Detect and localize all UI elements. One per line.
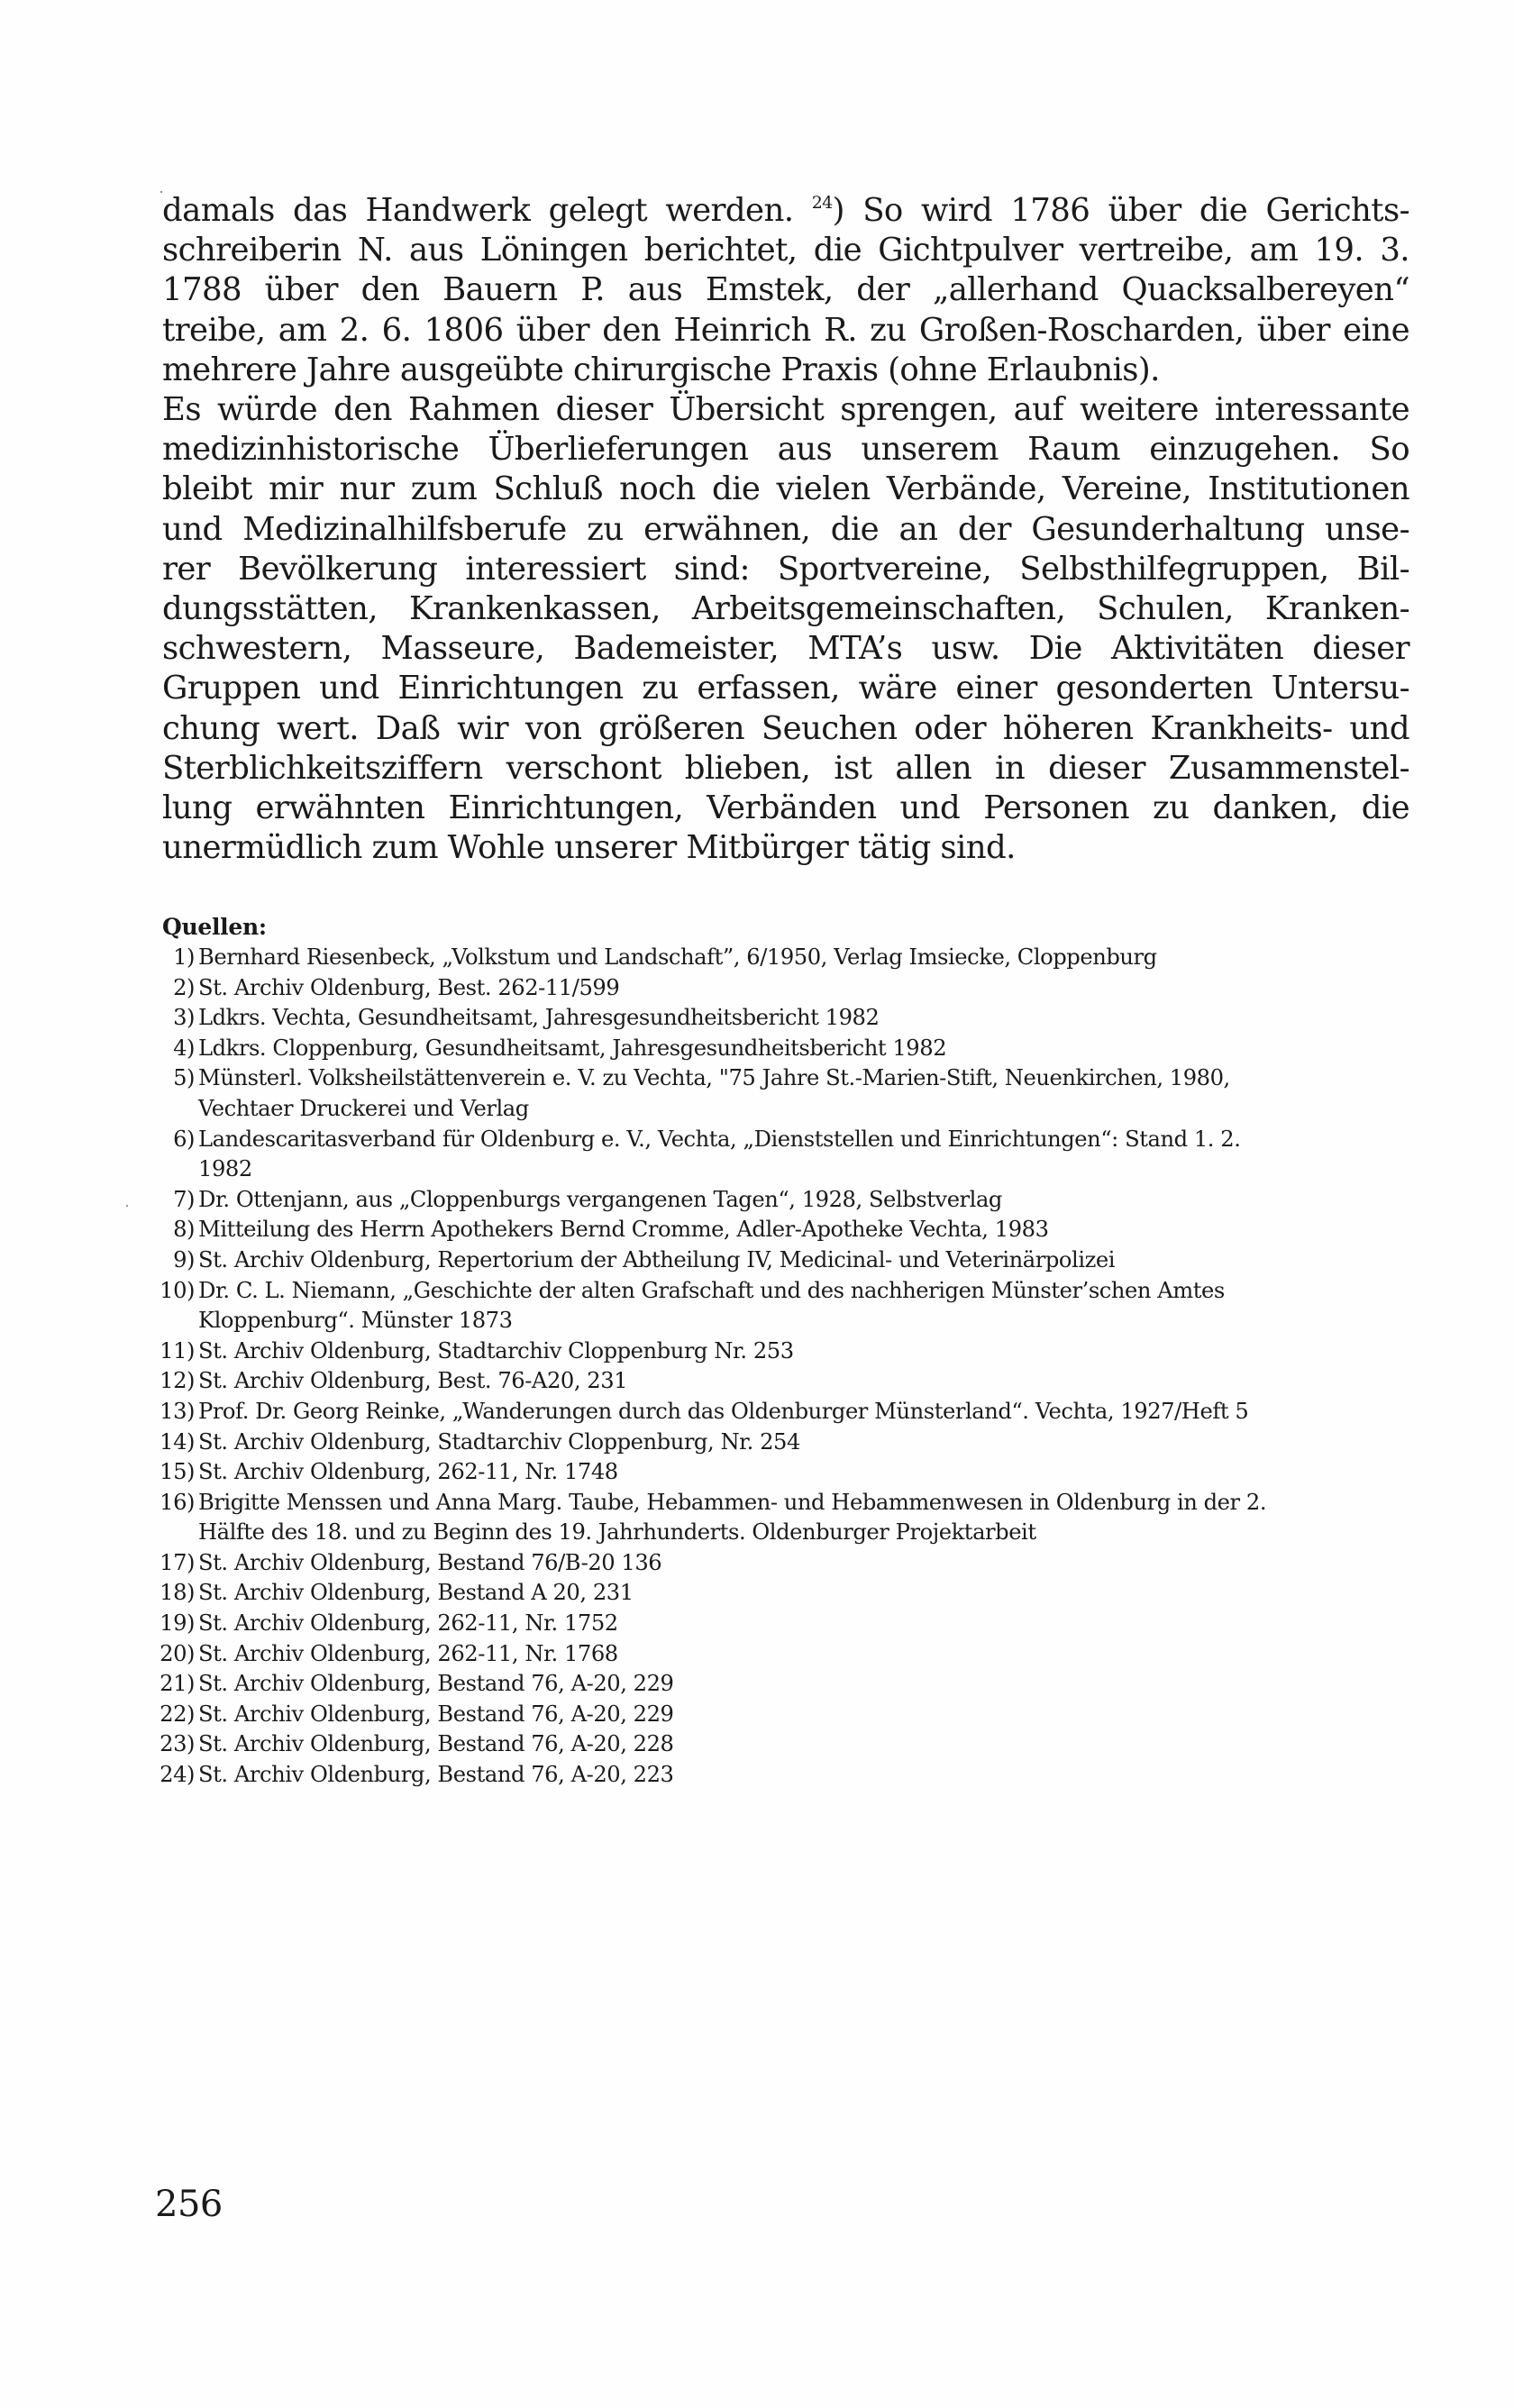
body-line-text: ) So wird 1786 über die Gerichts- [832,192,1409,229]
source-number: 6) [173,1126,195,1152]
source-number: 19) [160,1610,195,1637]
source-number: 21) [160,1671,195,1697]
source-number: 4) [173,1035,195,1061]
source-item [162,1276,1409,1336]
source-text: St. Archiv Oldenburg, Bestand A 20, 231 [198,1580,634,1606]
body-line [162,191,1409,231]
source-text: St. Archiv Oldenburg, Best. 76-A20, 231 [198,1368,628,1394]
source-text: St. Archiv Oldenburg, Repertorium der Abtheilung IV, Medicinal- und Veterinärpolizei [198,1246,1116,1272]
source-number: 14) [160,1428,195,1455]
sources-list [162,943,1409,1791]
source-number: 10) [160,1277,195,1303]
source-item [162,973,1409,1004]
body-line: 1788 über den Bauern P. aus Emstek, der „allerhand Quacksalbereyen“ [162,271,1409,309]
source-item [162,1336,1409,1367]
body-line: medizinhistorische Überlieferungen aus unserem Raum einzugehen. So [162,431,1409,469]
source-text: Münsterl. Volksheilstättenverein e. V. zu Vechta, "75 Jahre St.-Marien-Stift, Neuenkirchen, 1980, [198,1065,1230,1091]
source-item [162,1457,1409,1488]
source-text: Ldkrs. Cloppenburg, Gesundheitsamt, Jahresgesundheitsbericht 1982 [198,1035,947,1061]
source-item [162,1034,1409,1064]
source-item [162,1245,1409,1276]
source-number: 7) [173,1186,195,1212]
source-number: 13) [160,1398,195,1424]
sources-section [162,912,1409,1791]
source-item [162,1548,1409,1579]
body-line: unermüdlich zum Wohle unserer Mitbürger tätig sind. [162,829,1016,867]
body-line-text: damals das Handwerk gelegt werden. [162,192,794,229]
source-text: St. Archiv Oldenburg, 262-11, Nr. 1768 [198,1640,618,1666]
source-text: Mitteilung des Herrn Apothekers Bernd Cromme, Adler-Apotheke Vechta, 1983 [198,1217,1049,1243]
source-number: 23) [160,1731,195,1757]
source-item [162,1729,1409,1760]
source-text: St. Archiv Oldenburg, Bestand 76, A-20, 229 [198,1701,674,1727]
source-number: 8) [173,1217,195,1243]
source-text: St. Archiv Oldenburg, Stadtarchiv Cloppenburg, Nr. 254 [198,1428,800,1455]
source-item [162,1185,1409,1216]
source-text: Landescaritasverband für Oldenburg e. V., Vechta, „Dienststellen und Einrichtungen“: Stand 1. 2. [198,1126,1241,1152]
source-item [162,1003,1409,1034]
source-text: Brigitte Menssen und Anna Marg. Taube, Hebammen- und Hebammenwesen in Oldenburg in der 2. [198,1489,1267,1515]
body-line: mehrere Jahre ausgeübte chirurgische Praxis (ohne Erlaubnis). [162,351,1160,388]
source-number: 3) [173,1005,195,1031]
source-text: Ldkrs. Vechta, Gesundheitsamt, Jahresgesundheitsbericht 1982 [198,1005,880,1031]
body-line: rer Bevölkerung interessiert sind: Sportvereine, Selbsthilfegruppen, Bil- [162,550,1409,588]
source-text: St. Archiv Oldenburg, Best. 262-11/599 [198,974,620,1000]
source-number: 16) [160,1489,195,1515]
source-item [162,1578,1409,1609]
source-item [162,1760,1409,1791]
body-line: lung erwähnten Einrichtungen, Verbänden und Personen zu danken, die [162,789,1409,827]
source-item [162,1427,1409,1458]
source-text: Dr. C. L. Niemann, „Geschichte der alten Grafschaft und des nachherigen Münster’schen Amtes [198,1277,1225,1303]
body-line: Gruppen und Einrichtungen zu erfassen, wäre einer gesonderten Untersu- [162,670,1409,707]
source-text: Dr. Ottenjann, aus „Cloppenburgs vergangenen Tagen“, 1928, Selbstverlag [198,1186,1002,1212]
source-text: St. Archiv Oldenburg, Bestand 76, A-20, 223 [198,1762,674,1788]
body-line: und Medizinalhilfsberufe zu erwähnen, die an der Gesunderhaltung unse- [162,510,1409,548]
source-number: 9) [173,1246,195,1272]
source-text-continuation: Hälfte des 18. und zu Beginn des 19. Jahrhunderts. Oldenburger Projektarbeit [198,1519,1036,1546]
source-text-continuation: Kloppenburg“. Münster 1873 [198,1308,513,1334]
source-number: 12) [160,1368,195,1394]
source-item [162,1609,1409,1639]
source-number: 24) [160,1762,195,1788]
body-line: Sterblichkeitsziffern verschont blieben, ist allen in dieser Zusammenstel- [162,749,1409,787]
scan-speck [126,1205,128,1207]
body-line: dungsstätten, Krankenkassen, Arbeitsgemeinschaften, Schulen, Kranken- [162,590,1409,628]
source-item [162,1215,1409,1245]
source-item [162,943,1409,973]
body-line: treibe, am 2. 6. 1806 über den Heinrich R. zu Großen-Roscharden, über eine [162,311,1409,349]
source-text-continuation: 1982 [198,1156,252,1182]
source-number: 22) [160,1701,195,1727]
body-text [162,191,1409,868]
source-text: St. Archiv Oldenburg, Bestand 76, A-20, 229 [198,1671,674,1697]
source-number: 5) [173,1065,195,1091]
source-item [162,1397,1409,1427]
body-line: bleibt mir nur zum Schluß noch die vielen Verbände, Vereine, Institutionen [162,470,1409,508]
source-number: 20) [160,1640,195,1666]
source-text: Bernhard Riesenbeck, „Volkstum und Landschaft”, 6/1950, Verlag Imsiecke, Cloppenburg [198,944,1157,970]
body-line: schreiberin N. aus Löningen berichtet, die Gichtpulver vertreibe, am 19. 3. [162,232,1409,269]
source-number: 2) [173,974,195,1000]
source-item [162,1669,1409,1700]
source-item [162,1488,1409,1548]
source-item [162,1639,1409,1670]
source-text: St. Archiv Oldenburg, 262-11, Nr. 1748 [198,1459,618,1485]
source-text-continuation: Vechtaer Druckerei und Verlag [198,1095,529,1121]
source-text: St. Archiv Oldenburg, Bestand 76/B-20 136 [198,1549,662,1575]
source-text: Prof. Dr. Georg Reinke, „Wanderungen durch das Oldenburger Münsterland“. Vechta, 1927/Heft 5 [198,1398,1249,1424]
source-number: 11) [160,1337,195,1364]
page-number: 256 [155,2184,223,2225]
footnote-ref: 24 [811,193,833,213]
sources-heading: Quellen: [162,914,267,940]
source-text: St. Archiv Oldenburg, Bestand 76, A-20, 228 [198,1731,674,1757]
source-item [162,1366,1409,1397]
source-text: St. Archiv Oldenburg, 262-11, Nr. 1752 [198,1610,618,1637]
body-line: chung wert. Daß wir von größeren Seuchen oder höheren Krankheits- und [162,709,1409,747]
source-number: 18) [160,1580,195,1606]
source-number: 17) [160,1549,195,1575]
body-line: schwestern, Masseure, Bademeister, MTA’s usw. Die Aktivitäten dieser [162,630,1409,668]
source-item [162,1063,1409,1124]
source-item [162,1700,1409,1730]
source-number: 15) [160,1459,195,1485]
body-line: Es würde den Rahmen dieser Übersicht sprengen, auf weitere interessante [162,391,1409,429]
source-number: 1) [173,944,195,970]
source-text: St. Archiv Oldenburg, Stadtarchiv Cloppenburg Nr. 253 [198,1337,794,1364]
source-item [162,1125,1409,1185]
